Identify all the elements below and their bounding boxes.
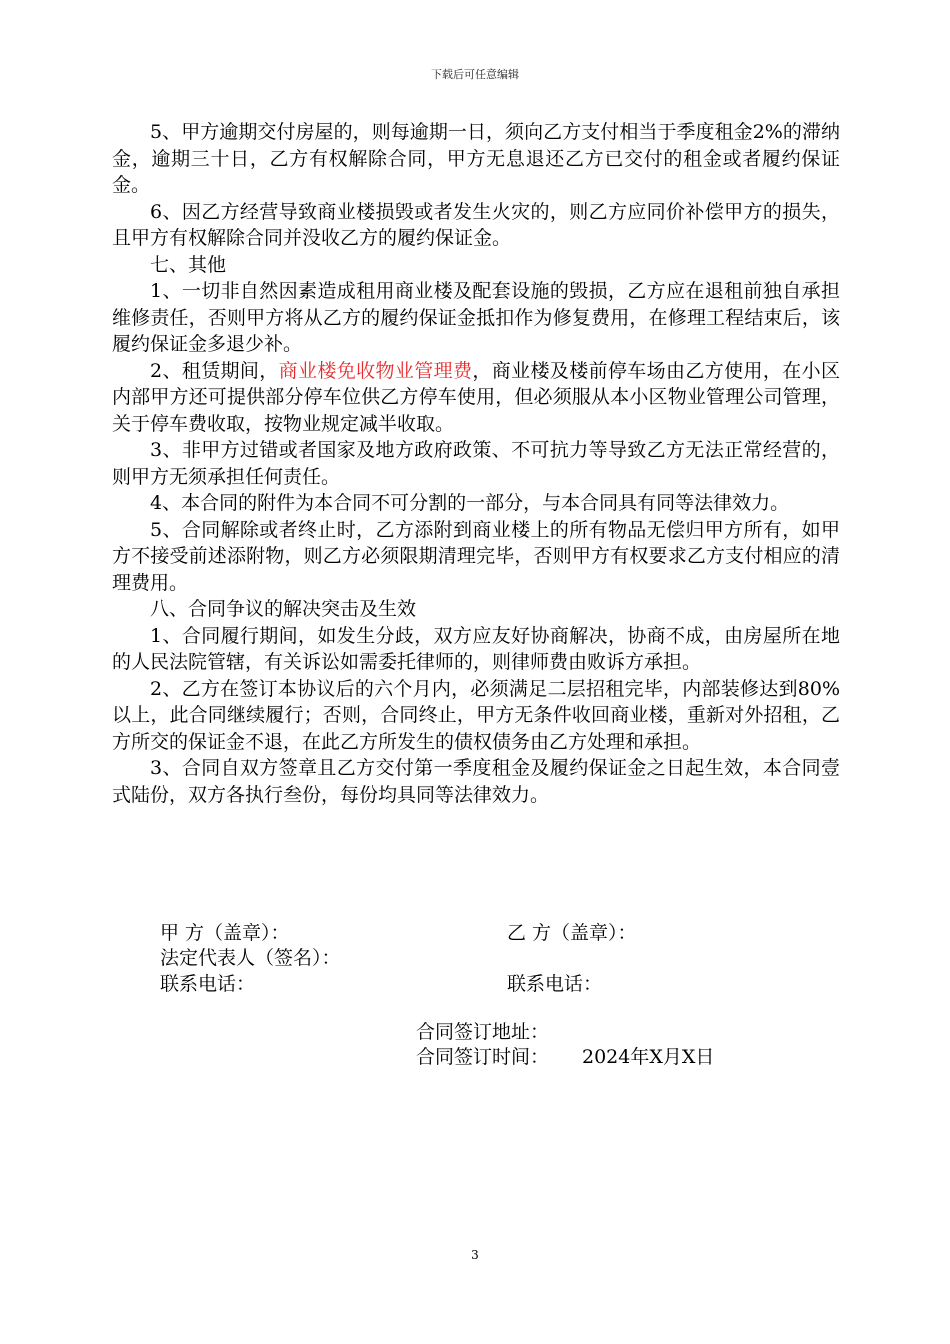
signing-date-value: 2024年X月X日 xyxy=(582,1046,715,1068)
section-heading-disputes: 八、合同争议的解决突击及生效 xyxy=(150,598,417,620)
highlight-free-property-fee: 商业楼免收物业管理费 xyxy=(278,359,473,382)
party-a-phone-label: 联系电话： xyxy=(160,973,256,995)
paragraph-lease-period xyxy=(112,358,840,438)
signing-date-label: 合同签订时间： xyxy=(416,1046,550,1068)
paragraph-force-majeure: 3、非甲方过错或者国家及地方政府政策、不可抗力等导致乙方无法正常经营的，则甲方无须承担任何责任。 xyxy=(112,439,840,488)
paragraph-damage-compensation: 6、因乙方经营导致商业楼损毁或者发生火灾的，则乙方应同价补偿甲方的损失，且甲方有权解除合同并没收乙方的履约保证金。 xyxy=(112,200,840,249)
legal-representative-label: 法定代表人（签名）： xyxy=(160,947,341,969)
lease-period-suffix: ，商业楼及楼前停车场由乙方使用，在小区内部甲方还可提供部分停车位供乙方停车使用，但必须服从本小区物业管理公司管理，关于停车费收取，按物业规定减半收取。 xyxy=(112,359,840,435)
paragraph-termination: 5、合同解除或者终止时，乙方添附到商业楼上的所有物品无偿归甲方所有，如甲方不接受前述添附物，则乙方必须限期清理完毕，否则甲方有权要求乙方支付相应的清理费用。 xyxy=(112,518,840,594)
paragraph-attachments: 4、本合同的附件为本合同不可分割的一部分，与本合同具有同等法律效力。 xyxy=(150,492,790,514)
signing-address-label: 合同签订地址： xyxy=(416,1021,550,1043)
paragraph-leasing-requirement: 2、乙方在签订本协议后的六个月内，必须满足二层招租完毕，内部装修达到80%以上，此合同继续履行；否则，合同终止，甲方无条件收回商业楼，重新对外招租，乙方所交的保证金不退，在此乙方所发生的债权债务由乙方处理和承担。 xyxy=(112,677,840,753)
party-b-seal-label: 乙 方（盖章）： xyxy=(507,922,637,944)
document-body xyxy=(112,119,840,808)
paragraph-repair-responsibility: 1、一切非自然因素造成租用商业楼及配套设施的毁损，乙方应在退租前独自承担维修责任，否则甲方将从乙方的履约保证金抵扣作为修复费用，在修理工程结束后，该履约保证金多退少补。 xyxy=(112,280,840,355)
paragraph-overdue-delivery: 5、甲方逾期交付房屋的，则每逾期一日，须向乙方支付相当于季度租金2%的滞纳金，逾期三十日，乙方有权解除合同，甲方无息退还乙方已交付的租金或者履约保证金。 xyxy=(112,121,840,196)
paragraph-effectiveness: 3、合同自双方签章且乙方交付第一季度租金及履约保证金之日起生效，本合同壹式陆份，双方各执行叁份，每份均具同等法律效力。 xyxy=(112,757,840,806)
page-number: 3 xyxy=(471,1248,479,1262)
section-heading-other: 七、其他 xyxy=(150,253,227,276)
page-header: 下载后可任意编辑 xyxy=(431,68,519,81)
party-a-seal-label: 甲 方（盖章）： xyxy=(160,922,290,944)
lease-period-prefix: 2、租赁期间， xyxy=(150,359,279,382)
paragraph-dispute-resolution: 1、合同履行期间，如发生分歧，双方应友好协商解决，协商不成，由房屋所在地的人民法院管辖，有关诉讼如需委托律师的，则律师费由败诉方承担。 xyxy=(112,624,840,673)
party-b-phone-label: 联系电话： xyxy=(507,973,603,995)
